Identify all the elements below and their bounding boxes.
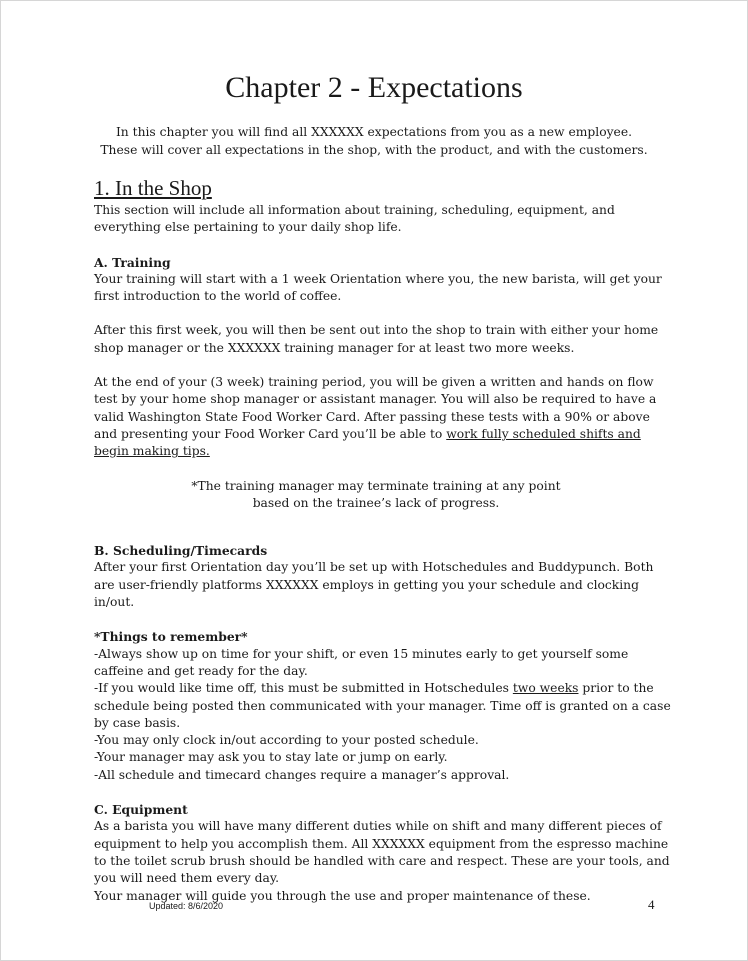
remember-item-2-text-after: prior to the schedule being posted then communicated with your manager. Time off is granted on a case by case basis.: [94, 681, 671, 730]
training-paragraph-2: After this first week, you will then be sent out into the shop to train with either your home shop manager or the XXXXXX training manager for at least two more weeks.: [94, 323, 659, 355]
training-heading: A. Training: [94, 254, 171, 270]
training-paragraph-3: [94, 374, 674, 460]
remember-item-4: -Your manager may ask you to stay late or jump on early.: [94, 750, 448, 765]
remember-item-2-text-before: -If you would like time off, this must be submitted in Hotschedules: [94, 681, 513, 696]
scheduling-paragraph-1: After your first Orientation day you’ll be set up with Hotschedules and Buddypunch. Both are user-friendly platforms XXXXXX employs in getting you your schedule and clocking in/out.: [94, 560, 654, 610]
section-description: This section will include all information about training, scheduling, equipment, and everything else pertaining to your daily shop life.: [94, 203, 615, 235]
intro-line-2: These will cover all expectations in the shop, with the product, and with the customers.: [100, 142, 648, 157]
training-paragraph-3-text: At the end of your (3 week) training period, you will be given a written and hands on flow test by your home shop manager or assistant manager. You will also be required to have a valid Washington State Food Worker Card. After passing these tests with a 90% or above and presenting your Food Worker Card you’ll be able to: [94, 375, 657, 441]
chapter-content: [94, 175, 674, 905]
remember-item-3: -You may only clock in/out according to your posted schedule.: [94, 733, 479, 748]
remember-item-5: -All schedule and timecard changes require a manager’s approval.: [94, 767, 510, 782]
equipment-paragraph-1: As a barista you will have many different duties while on shift and many different pieces of equipment to help you accomplish them. All XXXXXX equipment from the espresso machine to the toilet scrub brush should be handled with care and respect. These are your tools, and you will need them every day.: [94, 819, 670, 886]
equipment-paragraph-2: Your manager will guide you through the use and proper maintenance of these.: [94, 888, 591, 903]
footer-updated-date: Updated: 8/6/2020: [149, 901, 224, 911]
remember-item-2-underlined: two weeks: [512, 681, 579, 696]
intro-line-1: In this chapter you will find all XXXXXX expectations from you as a new employee.: [115, 125, 633, 139]
remember-item-1: -Always show up on time for your shift, or even 15 minutes early to get yourself some caffeine and get ready for the day.: [94, 646, 629, 678]
training-paragraph-3-underlined: work fully scheduled shifts and begin making tips.: [94, 426, 641, 459]
page-number: 4: [648, 897, 655, 912]
training-note: [94, 478, 674, 513]
scheduling-heading: B. Scheduling/Timecards: [94, 543, 268, 559]
equipment-heading: C. Equipment: [94, 802, 188, 818]
training-note-line-2: based on the trainee’s lack of progress.: [252, 495, 500, 510]
training-note-line-1: *The training manager may terminate training at any point: [191, 478, 561, 493]
remember-item-2: [94, 680, 674, 732]
chapter-title: Chapter 2 - Expectations: [225, 71, 523, 104]
chapter-intro: [61, 124, 687, 159]
section-title: 1. In the Shop: [94, 176, 212, 200]
training-paragraph-1: Your training will start with a 1 week Orientation where you, the new barista, will get your first introduction to the world of coffee.: [94, 271, 662, 304]
things-to-remember-heading: *Things to remember*: [94, 629, 248, 645]
